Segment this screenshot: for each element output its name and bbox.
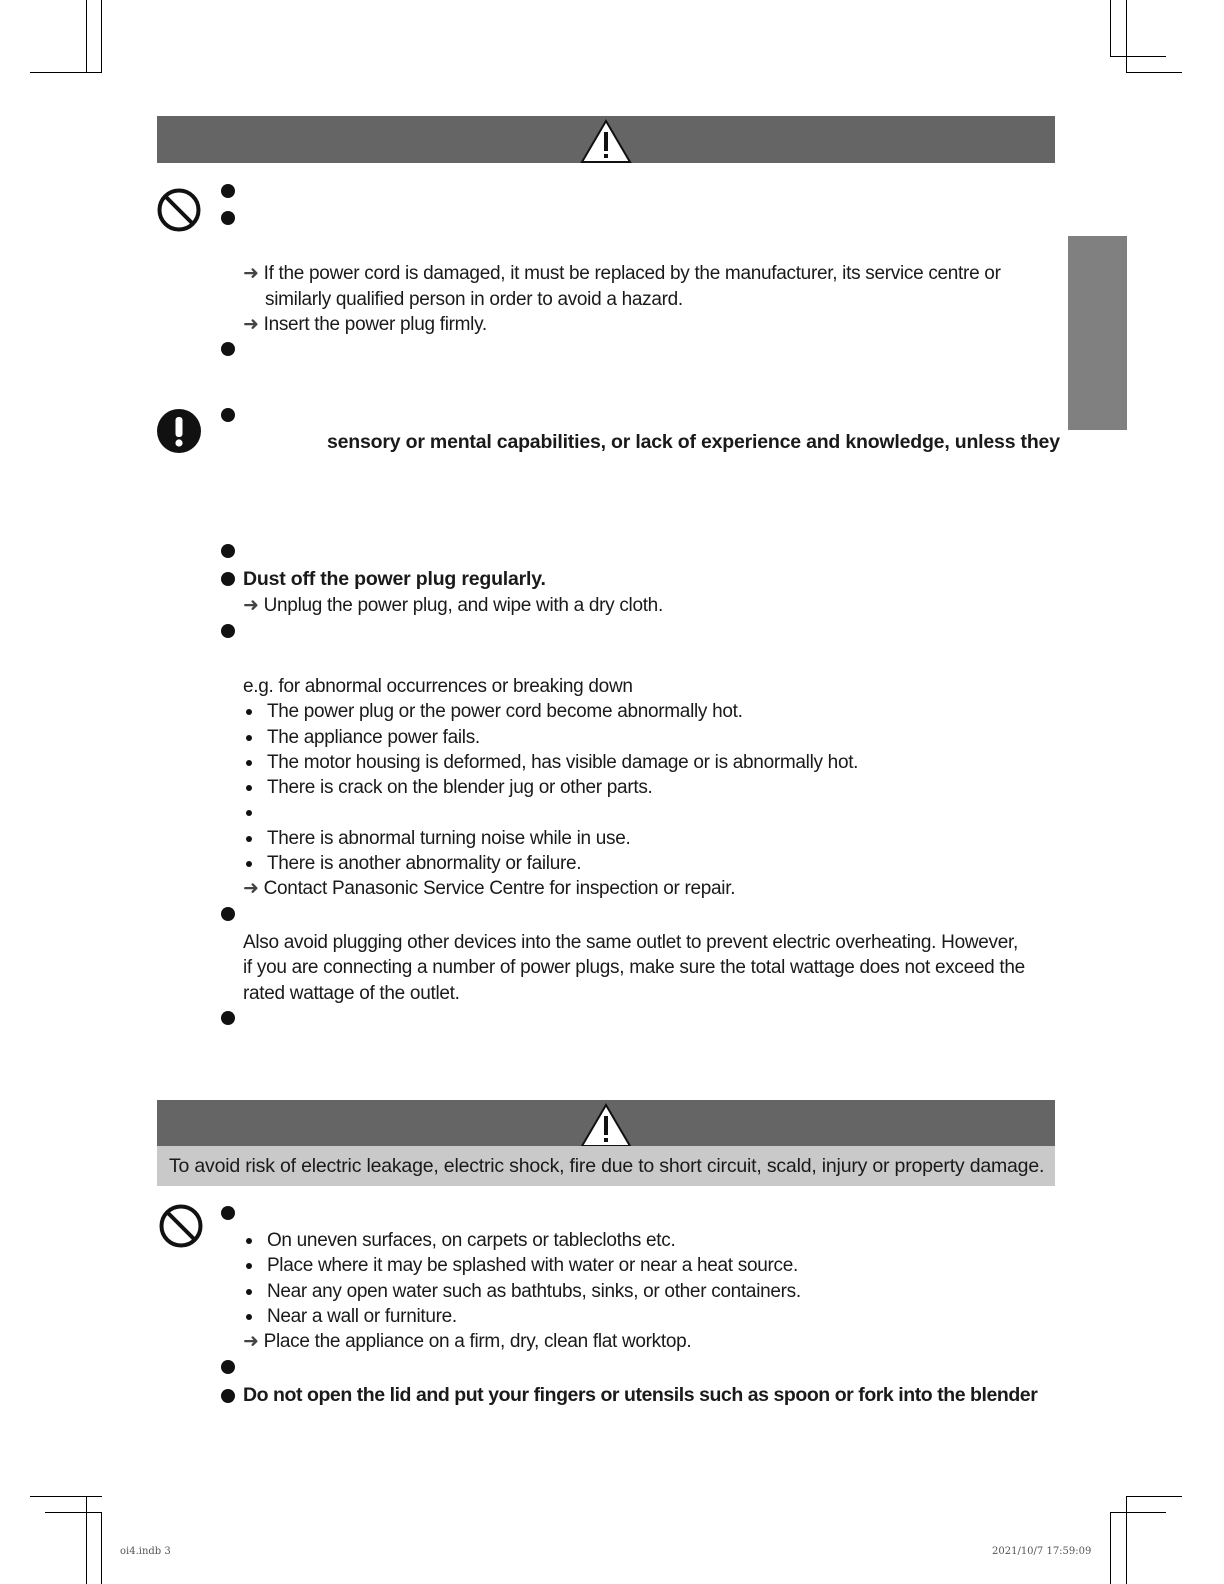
crop-mark-br-h2 [1110,1512,1166,1513]
crop-mark-bl-v2 [101,1512,102,1584]
power-cord-arrow-1-cont: similarly qualified person in order to avoid a hazard. [265,289,683,310]
bullet-dot [221,1011,235,1025]
prohibition-icon [156,187,202,233]
list-item [246,801,267,825]
arrow-right-icon: ➜ [243,314,259,335]
crop-mark-bl-h2 [45,1512,102,1513]
caution-header-band [157,1100,1055,1146]
outlet-paragraph-line-1: Also avoid plugging other devices into the same outlet to prevent electric overheating. However, [243,932,1018,953]
bullet-dot [221,907,235,921]
bullet-dot [221,624,235,638]
crop-mark-tl-v [101,0,102,73]
list-item: Near any open water such as bathtubs, sinks, or other containers. [246,1280,801,1304]
footer-timestamp: 2021/10/7 17:59:09 [992,1546,1092,1557]
bullet-dot [221,184,235,198]
crop-mark-bl-v [86,1496,87,1584]
side-tab [1068,236,1127,430]
capabilities-text: sensory or mental capabilities, or lack of experience and knowledge, unless they [327,431,1060,453]
bullet-dot [221,544,235,558]
list-item: The appliance power fails. [246,726,480,750]
crop-mark-tr-v [1110,0,1111,57]
crop-mark-tr-h2 [1126,72,1182,73]
warning-header-band [157,116,1055,163]
crop-mark-tl-h [30,72,102,73]
list-item: There is abnormal turning noise while in use. [246,827,630,851]
bullet-dot [221,211,235,225]
crop-mark-br-v2 [1110,1512,1111,1584]
crop-mark-br-h [1126,1496,1182,1497]
arrow-right-icon: ➜ [243,1331,259,1352]
place-arrow: ➜ Place the appliance on a firm, dry, clean flat worktop. [243,1331,692,1352]
list-item: Near a wall or furniture. [246,1305,457,1329]
warning-triangle-icon [580,118,632,164]
bullet-dot [221,572,235,586]
list-item: There is crack on the blender jug or other parts. [246,776,653,800]
bullet-dot [221,342,235,356]
insert-plug-arrow: ➜ Insert the power plug firmly. [243,314,487,335]
footer-file: oi4.indb 3 [120,1546,171,1557]
warning-triangle-icon [580,1102,632,1148]
crop-mark-tr-v2 [1126,0,1127,73]
contact-arrow: ➜ Contact Panasonic Service Centre for inspection or repair. [243,878,736,899]
power-cord-arrow-1: ➜ If the power cord is damaged, it must be replaced by the manufacturer, its service centre or [243,263,1001,284]
bullet-dot [221,408,235,422]
exclamation-mandatory-icon [156,408,202,454]
crop-mark-tr-h [1110,56,1166,57]
list-item: The motor housing is deformed, has visible damage or is abnormally hot. [246,751,858,775]
dust-heading: Dust off the power plug regularly. [243,568,546,590]
list-item: Place where it may be splashed with water or near a heat source. [246,1254,798,1278]
list-item: There is another abnormality or failure. [246,852,581,876]
list-item: On uneven surfaces, on carpets or tablecloths etc. [246,1229,675,1253]
crop-mark-br-v [1126,1496,1127,1584]
outlet-paragraph-line-3: rated wattage of the outlet. [243,983,460,1004]
bullet-dot [221,1360,235,1374]
arrow-right-icon: ➜ [243,263,259,284]
crop-mark-bl-h [30,1496,102,1497]
prohibition-icon [158,1203,204,1249]
lid-heading: Do not open the lid and put your fingers or utensils such as spoon or fork into the blender [243,1384,1038,1406]
eg-line: e.g. for abnormal occurrences or breaking down [243,676,633,697]
arrow-right-icon: ➜ [243,878,259,899]
dust-arrow: ➜ Unplug the power plug, and wipe with a dry cloth. [243,595,663,616]
list-item: The power plug or the power cord become abnormally hot. [246,700,743,724]
bullet-dot [221,1206,235,1220]
arrow-right-icon: ➜ [243,595,259,616]
caution-subtitle: To avoid risk of electric leakage, electric shock, fire due to short circuit, scald, injury or property damage. [157,1146,1055,1186]
bullet-dot [221,1389,235,1403]
crop-mark-tl-v2 [86,0,87,73]
outlet-paragraph-line-2: if you are connecting a number of power plugs, make sure the total wattage does not exceed the [243,957,1025,978]
